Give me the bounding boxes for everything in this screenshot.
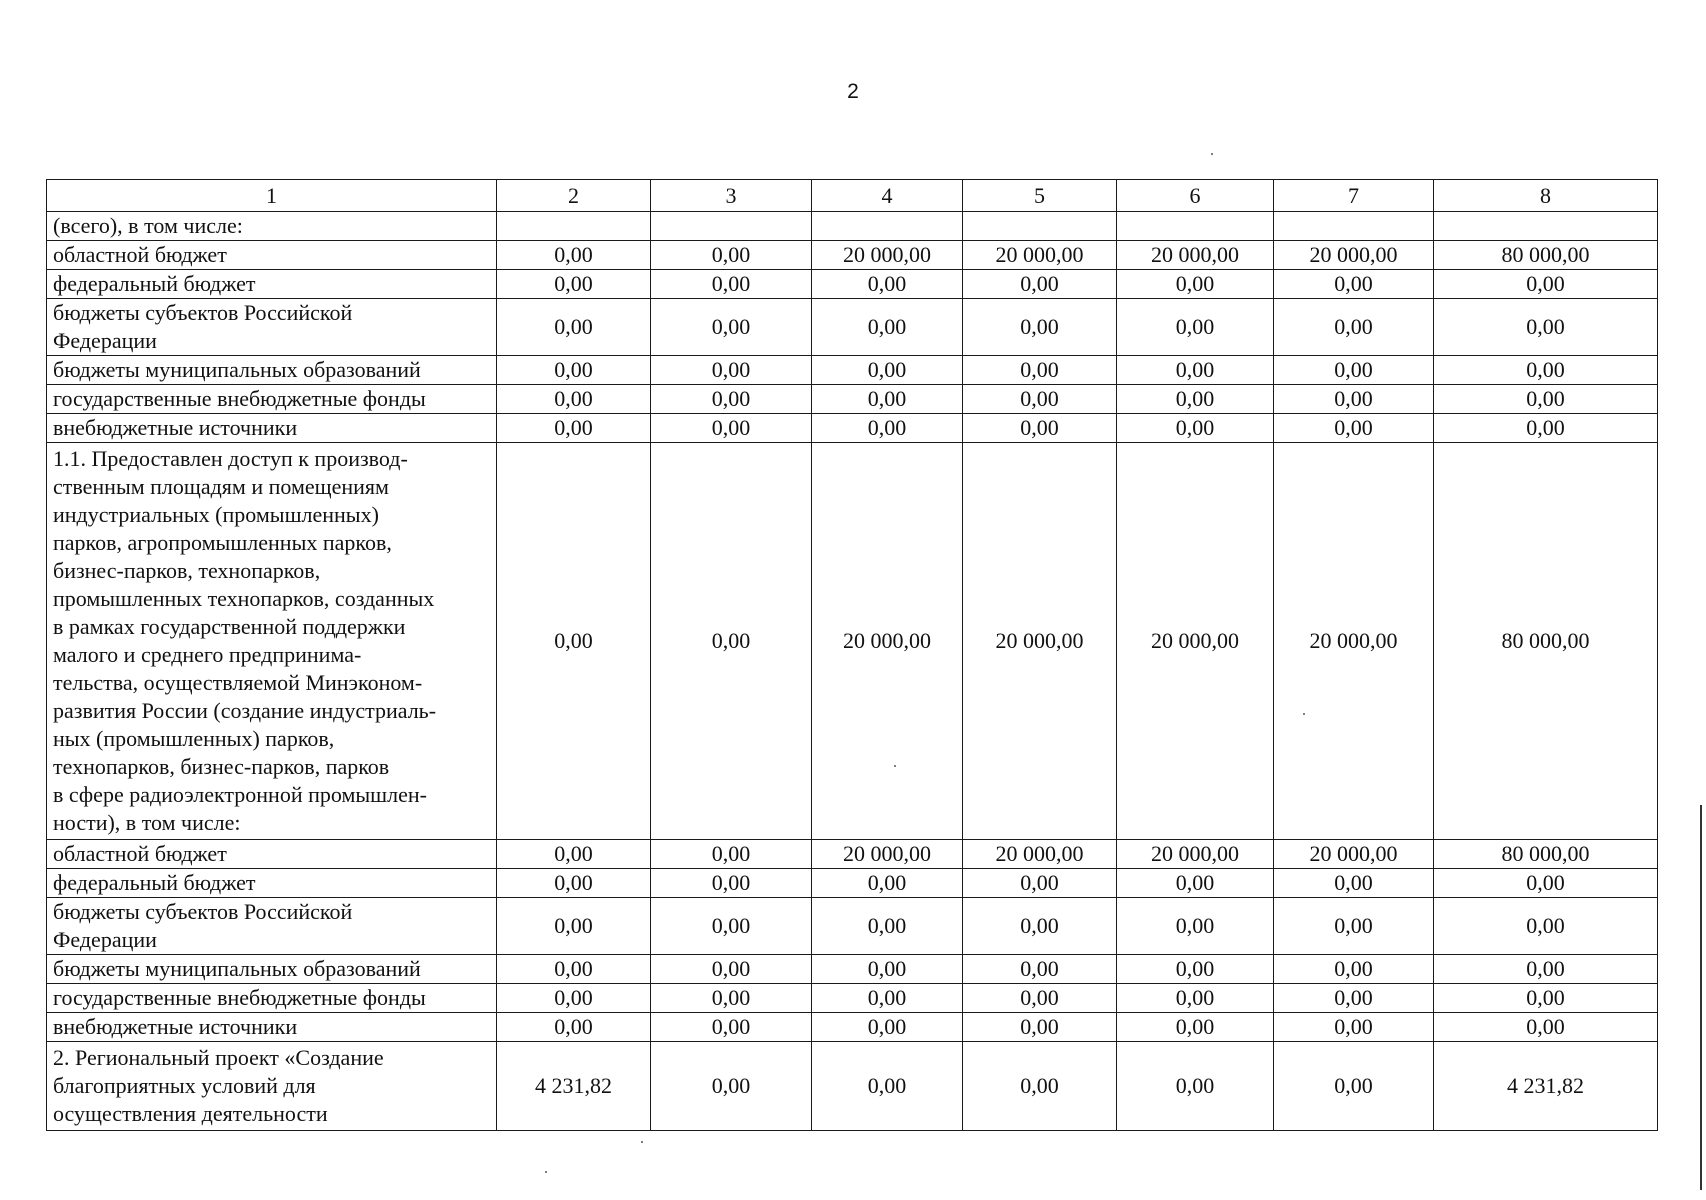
cell-value: 0,00 xyxy=(1117,955,1274,984)
cell-value: 0,00 xyxy=(651,984,812,1013)
cell-value: 0,00 xyxy=(1117,898,1274,955)
scan-speck xyxy=(641,1141,643,1143)
cell-value: 20 000,00 xyxy=(963,241,1117,270)
cell-value: 0,00 xyxy=(497,299,651,356)
cell-value: 0,00 xyxy=(651,241,812,270)
cell-value: 0,00 xyxy=(497,869,651,898)
cell-value: 0,00 xyxy=(1434,299,1658,356)
row-label: бюджеты муниципальных образований xyxy=(47,955,497,984)
cell-value: 20 000,00 xyxy=(963,840,1117,869)
cell-value: 0,00 xyxy=(1434,984,1658,1013)
cell-value: 0,00 xyxy=(1117,869,1274,898)
cell-value: 0,00 xyxy=(651,1013,812,1042)
row-label: областной бюджет xyxy=(47,241,497,270)
row-label: внебюджетные источники xyxy=(47,414,497,443)
row-label: областной бюджет xyxy=(47,840,497,869)
cell-value: 4 231,82 xyxy=(1434,1042,1658,1131)
table-row xyxy=(47,955,1658,984)
cell-value: 0,00 xyxy=(812,869,963,898)
cell-value xyxy=(1274,212,1434,241)
column-header: 3 xyxy=(651,180,812,212)
cell-value xyxy=(497,212,651,241)
cell-value: 0,00 xyxy=(1274,270,1434,299)
cell-value: 0,00 xyxy=(1274,898,1434,955)
cell-value: 0,00 xyxy=(651,356,812,385)
cell-value: 0,00 xyxy=(1274,984,1434,1013)
cell-value: 0,00 xyxy=(963,385,1117,414)
table-header-row xyxy=(47,180,1658,212)
cell-value: 0,00 xyxy=(812,414,963,443)
row-label: бюджеты субъектов Российской Федерации xyxy=(47,299,497,356)
cell-value: 0,00 xyxy=(1117,414,1274,443)
scan-edge-line xyxy=(1700,805,1702,1190)
cell-value: 0,00 xyxy=(1274,385,1434,414)
row-label: государственные внебюджетные фонды xyxy=(47,984,497,1013)
cell-value: 0,00 xyxy=(812,385,963,414)
cell-value: 0,00 xyxy=(1117,984,1274,1013)
cell-value: 0,00 xyxy=(1274,414,1434,443)
budget-table xyxy=(46,179,1658,1131)
cell-value: 0,00 xyxy=(812,1042,963,1131)
cell-value: 0,00 xyxy=(497,414,651,443)
cell-value: 0,00 xyxy=(963,955,1117,984)
cell-value: 0,00 xyxy=(497,898,651,955)
cell-value: 0,00 xyxy=(651,869,812,898)
cell-value: 0,00 xyxy=(651,443,812,840)
cell-value: 0,00 xyxy=(1434,270,1658,299)
table-row xyxy=(47,840,1658,869)
table-row xyxy=(47,385,1658,414)
scan-speck xyxy=(894,765,896,767)
cell-value: 0,00 xyxy=(963,869,1117,898)
cell-value: 0,00 xyxy=(651,898,812,955)
cell-value xyxy=(651,212,812,241)
cell-value: 0,00 xyxy=(1117,356,1274,385)
cell-value: 0,00 xyxy=(963,984,1117,1013)
cell-value: 0,00 xyxy=(1274,869,1434,898)
cell-value: 0,00 xyxy=(1274,356,1434,385)
cell-value: 0,00 xyxy=(651,270,812,299)
cell-value: 0,00 xyxy=(497,356,651,385)
cell-value xyxy=(1434,212,1658,241)
column-header: 1 xyxy=(47,180,497,212)
cell-value: 0,00 xyxy=(1274,1042,1434,1131)
cell-value: 0,00 xyxy=(1434,385,1658,414)
cell-value: 0,00 xyxy=(651,840,812,869)
cell-value: 20 000,00 xyxy=(1117,443,1274,840)
cell-value: 80 000,00 xyxy=(1434,241,1658,270)
cell-value: 4 231,82 xyxy=(497,1042,651,1131)
table-row xyxy=(47,212,1658,241)
table-row xyxy=(47,414,1658,443)
cell-value: 0,00 xyxy=(651,299,812,356)
cell-value: 20 000,00 xyxy=(1274,443,1434,840)
table-row xyxy=(47,984,1658,1013)
table-row xyxy=(47,241,1658,270)
cell-value: 0,00 xyxy=(651,385,812,414)
cell-value: 0,00 xyxy=(1434,869,1658,898)
column-header: 8 xyxy=(1434,180,1658,212)
row-label: (всего), в том числе: xyxy=(47,212,497,241)
row-label: бюджеты субъектов Российской Федерации xyxy=(47,898,497,955)
cell-value: 0,00 xyxy=(963,1013,1117,1042)
row-label: бюджеты муниципальных образований xyxy=(47,356,497,385)
cell-value: 0,00 xyxy=(1434,955,1658,984)
cell-value: 0,00 xyxy=(1434,414,1658,443)
table-row xyxy=(47,1042,1658,1131)
cell-value: 0,00 xyxy=(963,1042,1117,1131)
cell-value: 0,00 xyxy=(497,955,651,984)
cell-value: 0,00 xyxy=(812,356,963,385)
cell-value: 0,00 xyxy=(1434,356,1658,385)
cell-value: 20 000,00 xyxy=(1117,241,1274,270)
table-row xyxy=(47,1013,1658,1042)
table-row xyxy=(47,299,1658,356)
row-label: внебюджетные источники xyxy=(47,1013,497,1042)
column-header: 2 xyxy=(497,180,651,212)
cell-value: 0,00 xyxy=(1117,299,1274,356)
cell-value: 0,00 xyxy=(497,241,651,270)
table-body xyxy=(47,212,1658,1131)
row-label: федеральный бюджет xyxy=(47,869,497,898)
scan-speck xyxy=(1303,713,1305,715)
column-header: 5 xyxy=(963,180,1117,212)
cell-value xyxy=(1117,212,1274,241)
page-number: 2 xyxy=(847,80,859,103)
column-header: 7 xyxy=(1274,180,1434,212)
scan-speck xyxy=(545,1171,547,1173)
cell-value: 0,00 xyxy=(812,955,963,984)
row-label: государственные внебюджетные фонды xyxy=(47,385,497,414)
cell-value: 80 000,00 xyxy=(1434,840,1658,869)
cell-value: 0,00 xyxy=(497,1013,651,1042)
cell-value: 0,00 xyxy=(651,955,812,984)
table-row xyxy=(47,869,1658,898)
cell-value: 0,00 xyxy=(1117,385,1274,414)
cell-value: 0,00 xyxy=(812,1013,963,1042)
cell-value: 0,00 xyxy=(1434,898,1658,955)
cell-value: 0,00 xyxy=(1117,1013,1274,1042)
cell-value: 0,00 xyxy=(963,414,1117,443)
cell-value xyxy=(812,212,963,241)
cell-value xyxy=(963,212,1117,241)
cell-value: 0,00 xyxy=(812,270,963,299)
cell-value: 80 000,00 xyxy=(1434,443,1658,840)
cell-value: 20 000,00 xyxy=(963,443,1117,840)
table-row xyxy=(47,356,1658,385)
cell-value: 0,00 xyxy=(1117,270,1274,299)
cell-value: 0,00 xyxy=(963,898,1117,955)
cell-value: 20 000,00 xyxy=(1117,840,1274,869)
row-label: 1.1. Предоставлен доступ к производ- ственным площадям и помещениям индустриальных (промышленных) парков, агропромышленных парков, бизнес-парков, технопарков, промышленных технопарков, созданных в рамках государственной поддержки малого и среднего предпринима- тельства, осуществляемой Минэконом- развития России (создание индустриаль- ных (промышленных) парков, технопарков, бизнес-парков, парков в сфере радиоэлектронной промышлен- ности), в том числе: xyxy=(47,443,497,840)
cell-value: 0,00 xyxy=(497,385,651,414)
cell-value: 0,00 xyxy=(1434,1013,1658,1042)
table-row xyxy=(47,443,1658,840)
table-row xyxy=(47,898,1658,955)
table-row xyxy=(47,270,1658,299)
cell-value: 0,00 xyxy=(963,356,1117,385)
cell-value: 0,00 xyxy=(651,414,812,443)
column-header: 6 xyxy=(1117,180,1274,212)
cell-value: 0,00 xyxy=(812,984,963,1013)
cell-value: 20 000,00 xyxy=(812,840,963,869)
cell-value: 0,00 xyxy=(812,898,963,955)
cell-value: 0,00 xyxy=(497,840,651,869)
cell-value: 0,00 xyxy=(497,270,651,299)
cell-value: 0,00 xyxy=(963,299,1117,356)
row-label: 2. Региональный проект «Создание благоприятных условий для осуществления деятельности xyxy=(47,1042,497,1131)
row-label: федеральный бюджет xyxy=(47,270,497,299)
column-header: 4 xyxy=(812,180,963,212)
cell-value: 20 000,00 xyxy=(812,443,963,840)
cell-value: 0,00 xyxy=(1274,299,1434,356)
cell-value: 0,00 xyxy=(651,1042,812,1131)
cell-value: 0,00 xyxy=(1274,1013,1434,1042)
cell-value: 20 000,00 xyxy=(1274,840,1434,869)
cell-value: 0,00 xyxy=(1117,1042,1274,1131)
cell-value: 20 000,00 xyxy=(812,241,963,270)
cell-value: 0,00 xyxy=(497,443,651,840)
cell-value: 0,00 xyxy=(963,270,1117,299)
cell-value: 0,00 xyxy=(497,984,651,1013)
cell-value: 0,00 xyxy=(812,299,963,356)
cell-value: 0,00 xyxy=(1274,955,1434,984)
scan-speck xyxy=(1211,153,1213,155)
cell-value: 20 000,00 xyxy=(1274,241,1434,270)
